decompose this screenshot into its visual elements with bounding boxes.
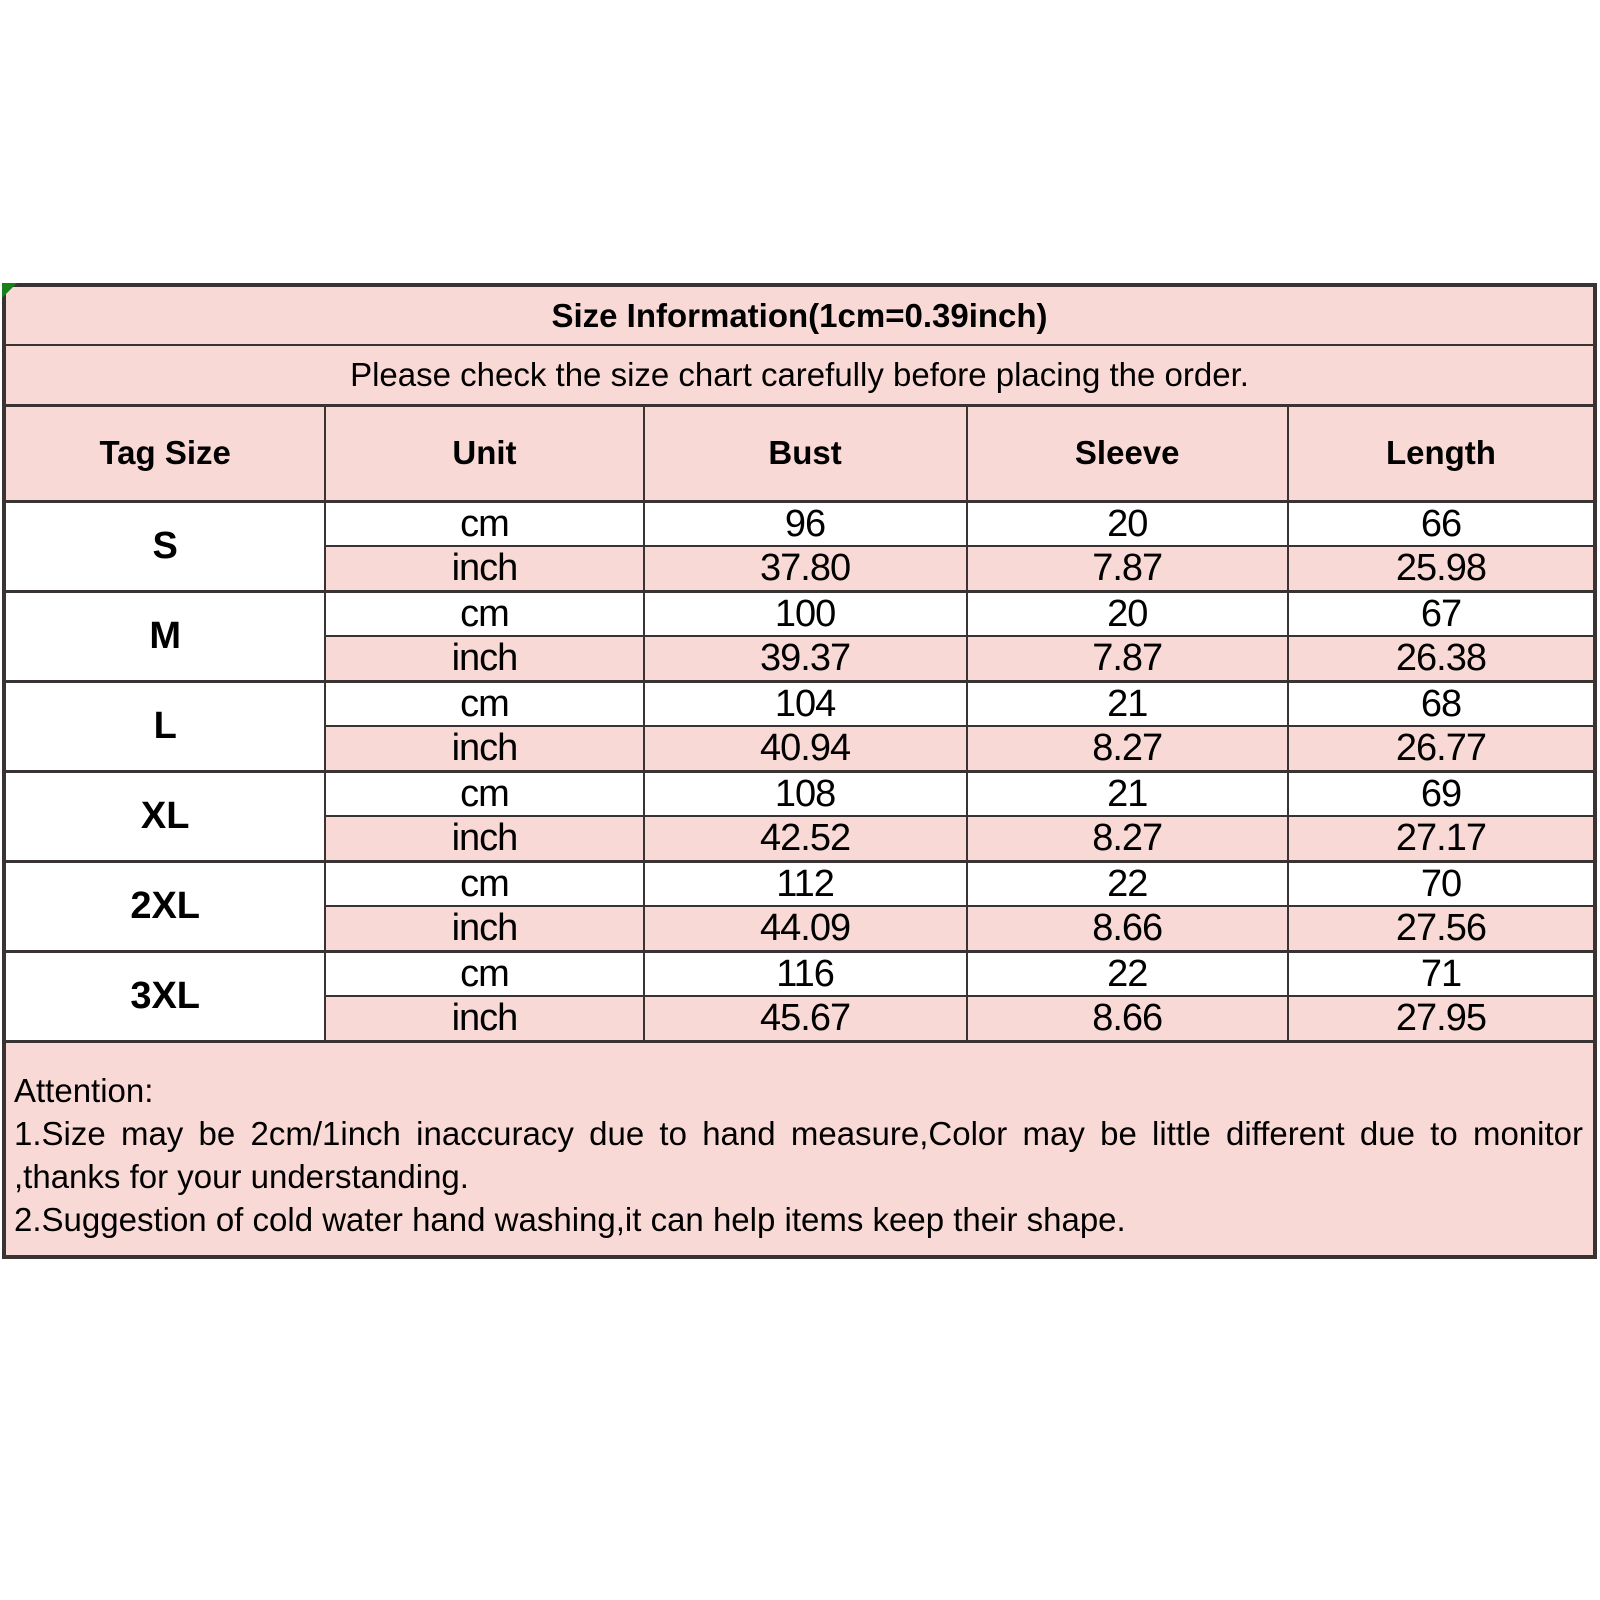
tag-size-cell: M bbox=[4, 591, 325, 681]
sleeve-value: 7.87 bbox=[967, 636, 1288, 681]
table-row-3xl-cm bbox=[4, 951, 1595, 996]
bust-value: 40.94 bbox=[644, 726, 967, 771]
tag-size-cell: S bbox=[4, 501, 325, 591]
unit-cell: cm bbox=[325, 501, 643, 546]
bust-value: 39.37 bbox=[644, 636, 967, 681]
sleeve-value: 21 bbox=[967, 681, 1288, 726]
unit-cell: cm bbox=[325, 861, 643, 906]
title-row bbox=[4, 285, 1595, 345]
length-value: 70 bbox=[1288, 861, 1595, 906]
length-value: 68 bbox=[1288, 681, 1595, 726]
unit-cell: cm bbox=[325, 771, 643, 816]
bust-value: 112 bbox=[644, 861, 967, 906]
page-title: Size Information(1cm=0.39inch) bbox=[4, 285, 1595, 345]
bust-value: 42.52 bbox=[644, 816, 967, 861]
col-header-length: Length bbox=[1288, 405, 1595, 501]
attention-row bbox=[4, 1041, 1595, 1257]
unit-cell: cm bbox=[325, 951, 643, 996]
attention-note-1: 1.Size may be 2cm/1inch inaccuracy due to hand measure,Color may be little different due to monitor ,thanks for your understanding. bbox=[14, 1114, 1583, 1195]
subtitle-text: Please check the size chart carefully before placing the order. bbox=[4, 345, 1595, 405]
sleeve-value: 8.27 bbox=[967, 816, 1288, 861]
header-row bbox=[4, 405, 1595, 501]
attention-note-2: 2.Suggestion of cold water hand washing,it can help items keep their shape. bbox=[14, 1200, 1126, 1238]
attention-heading: Attention: bbox=[14, 1071, 154, 1109]
corner-triangle-icon bbox=[2, 283, 17, 298]
unit-cell: inch bbox=[325, 996, 643, 1041]
length-value: 66 bbox=[1288, 501, 1595, 546]
sleeve-value: 7.87 bbox=[967, 546, 1288, 591]
bust-value: 116 bbox=[644, 951, 967, 996]
sleeve-value: 8.27 bbox=[967, 726, 1288, 771]
unit-cell: cm bbox=[325, 681, 643, 726]
size-chart-sheet bbox=[2, 283, 1597, 1259]
tag-size-cell: L bbox=[4, 681, 325, 771]
tag-size-cell: 2XL bbox=[4, 861, 325, 951]
table-row-l-cm bbox=[4, 681, 1595, 726]
bust-value: 45.67 bbox=[644, 996, 967, 1041]
unit-cell: cm bbox=[325, 591, 643, 636]
tag-size-cell: XL bbox=[4, 771, 325, 861]
unit-cell: inch bbox=[325, 546, 643, 591]
bust-value: 108 bbox=[644, 771, 967, 816]
length-value: 26.38 bbox=[1288, 636, 1595, 681]
sleeve-value: 20 bbox=[967, 501, 1288, 546]
unit-cell: inch bbox=[325, 906, 643, 951]
col-header-sleeve: Sleeve bbox=[967, 405, 1288, 501]
length-value: 25.98 bbox=[1288, 546, 1595, 591]
bust-value: 100 bbox=[644, 591, 967, 636]
bust-value: 96 bbox=[644, 501, 967, 546]
bust-value: 44.09 bbox=[644, 906, 967, 951]
sleeve-value: 22 bbox=[967, 951, 1288, 996]
sleeve-value: 21 bbox=[967, 771, 1288, 816]
bust-value: 37.80 bbox=[644, 546, 967, 591]
bust-value: 104 bbox=[644, 681, 967, 726]
length-value: 27.17 bbox=[1288, 816, 1595, 861]
length-value: 27.56 bbox=[1288, 906, 1595, 951]
col-header-bust: Bust bbox=[644, 405, 967, 501]
subtitle-row bbox=[4, 345, 1595, 405]
length-value: 69 bbox=[1288, 771, 1595, 816]
table-row-s-cm bbox=[4, 501, 1595, 546]
sleeve-value: 22 bbox=[967, 861, 1288, 906]
col-header-tag-size: Tag Size bbox=[4, 405, 325, 501]
unit-cell: inch bbox=[325, 726, 643, 771]
tag-size-cell: 3XL bbox=[4, 951, 325, 1041]
length-value: 71 bbox=[1288, 951, 1595, 996]
sleeve-value: 20 bbox=[967, 591, 1288, 636]
unit-cell: inch bbox=[325, 636, 643, 681]
table-row-xl-cm bbox=[4, 771, 1595, 816]
table-row-2xl-cm bbox=[4, 861, 1595, 906]
sleeve-value: 8.66 bbox=[967, 996, 1288, 1041]
table-row-m-cm bbox=[4, 591, 1595, 636]
length-value: 27.95 bbox=[1288, 996, 1595, 1041]
col-header-unit: Unit bbox=[325, 405, 643, 501]
sleeve-value: 8.66 bbox=[967, 906, 1288, 951]
size-table bbox=[2, 283, 1597, 1259]
length-value: 67 bbox=[1288, 591, 1595, 636]
unit-cell: inch bbox=[325, 816, 643, 861]
attention-section bbox=[4, 1041, 1595, 1257]
length-value: 26.77 bbox=[1288, 726, 1595, 771]
